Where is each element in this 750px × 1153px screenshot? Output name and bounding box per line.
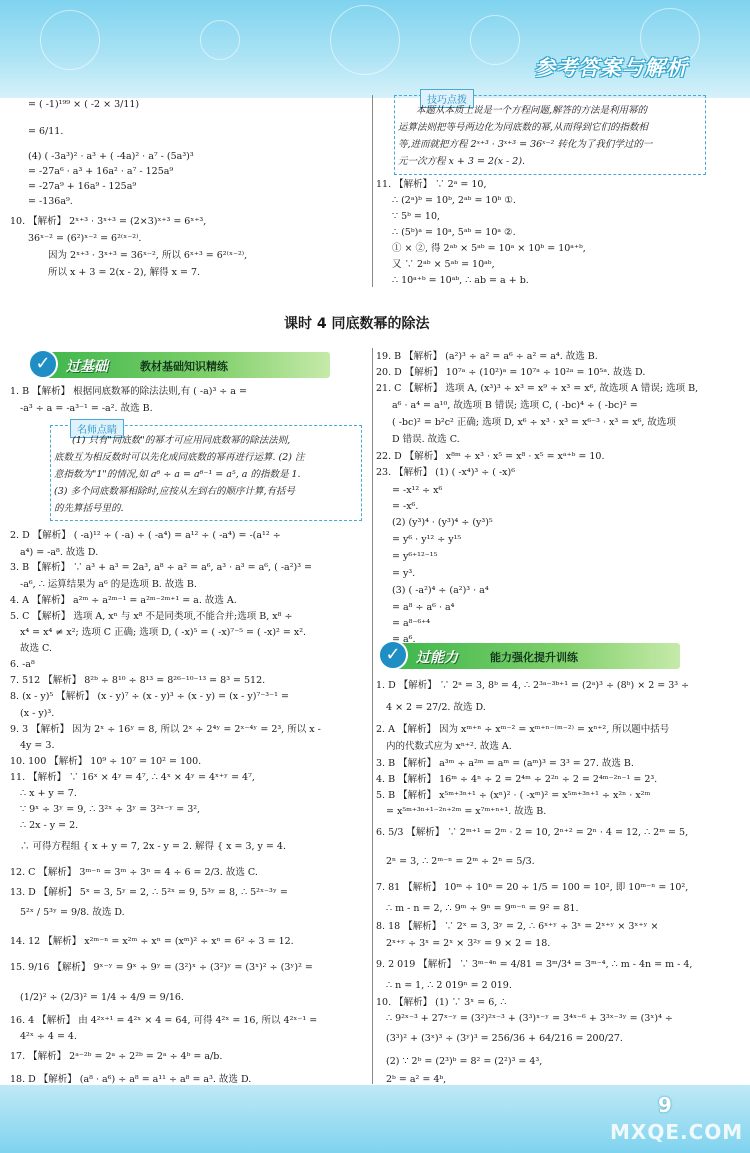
answer-line: 8. 18 【解析】 ∵ 2ˣ = 3, 3ʸ = 2, ∴ 6ˣ⁺ʸ ÷ 3ˣ = 2ˣ⁺ʸ × 3ˣ⁺ʸ × (376, 921, 659, 932)
answer-line: 10. 100 【解析】 10⁹ ÷ 10⁷ = 10² = 100. (10, 756, 202, 767)
column-divider (372, 348, 373, 1084)
check-icon: ✓ (378, 640, 408, 670)
answer-line: 13. D 【解析】 5ˣ = 3, 5ʸ = 2, ∴ 5²ˣ = 9, 5³ʸ = 8, ∴ 5²ˣ⁻³ʸ = (10, 887, 288, 898)
answer-line: 2ⁿ = 3, ∴ 2ᵐ⁻ⁿ = 2ᵐ ÷ 2ⁿ = 5/3. (386, 856, 535, 867)
answer-line: (3) ( -a²)⁴ ÷ (a²)³ · a⁴ (392, 585, 489, 596)
answer-line: 2ᵇ = a² = 4ᵇ, (386, 1074, 447, 1085)
answer-line: = x⁵ᵐ⁺³ⁿ⁺¹⁻²ⁿ⁺²ᵐ = x⁷ᵐ⁺ⁿ⁺¹. 故选 B. (386, 806, 547, 817)
answer-line: 21. C 【解析】 选项 A, (x³)³ ÷ x³ = x⁹ ÷ x³ = x⁶, 故选项 A 错误; 选项 B, (376, 383, 699, 394)
answer-line: ( -bc)² = b²c² 正确; 选项 D, x⁶ ÷ x³ · x³ = x⁶⁻³ · x³ = x⁶, 故选项 (392, 417, 676, 428)
answer-line: 1. D 【解析】 ∵ 2ᵃ = 3, 8ᵇ = 4, ∴ 2³ᵃ⁻³ᵇ⁺¹ = (2ᵃ)³ ÷ (8ᵇ) × 2 = 3³ ÷ (376, 680, 690, 691)
answer-line: 1. B 【解析】 根据同底数幂的除法法则,有 ( -a)³ ÷ a = (10, 386, 247, 397)
answer-line: 17. 【解析】 2ᵃ⁻²ᵇ = 2ᵃ ÷ 2²ᵇ = 2ᵃ ÷ 4ᵇ = a/b. (10, 1051, 223, 1062)
answer-line: 2. D 【解析】 ( -a)¹² ÷ ( -a) ÷ ( -a⁴) = a¹² ÷ ( -a⁴) = -(a¹² ÷ (10, 530, 281, 541)
answer-line: = a⁸⁻⁶⁺⁴ (392, 618, 431, 629)
tip-text-line: 底数互为相反数时可以先化成同底数的幂再进行运算. (2) 注 (54, 452, 305, 463)
answer-line: 8. (x - y)⁵ 【解析】 (x - y)⁷ ÷ (x - y)³ ÷ (x - y) = (x - y)⁷⁻³⁻¹ = (10, 691, 289, 702)
answer-line: = -x⁶. (392, 501, 419, 512)
answer-line: 11. 【解析】 ∵ 16ˣ × 4ʸ = 4⁷, ∴ 4ˣ × 4ʸ = 4ˣ⁺ʸ = 4⁷, (10, 772, 255, 783)
tip-text-line: (1) 只有"同底数"的幂才可应用同底数幂的除法法则, (72, 435, 291, 446)
answer-line: 18. D 【解析】 (a⁸ · a⁶) ÷ a⁸ = a¹¹ ÷ a⁸ = a³. 故选 D. (10, 1074, 252, 1085)
answer-line: 9. 2 019 【解析】 ∵ 3ᵐ⁻⁴ⁿ = 4/81 = 3ᵐ/3⁴ = 3ᵐ⁻⁴, ∴ m - 4n = m - 4, (376, 959, 693, 970)
answer-line: ∵ 9ˣ ÷ 3ʸ = 9, ∴ 3²ˣ ÷ 3ʸ = 3²ˣ⁻ʸ = 3², (20, 804, 201, 815)
page-number: 9 (658, 1093, 672, 1117)
section-banner-basic (30, 352, 330, 378)
tip-label: 名师点睛 (70, 419, 124, 438)
answer-line: ∴ (5ᵇ)ᵃ = 10ᵃ, 5ᵃᵇ = 10ᵃ ②. (392, 227, 516, 238)
answer-line: (4) ( -3a³)² · a³ + ( -4a)² · a⁷ - (5a³)³ (28, 151, 194, 162)
answer-line: ∴ 10ᵃ⁺ᵇ = 10ᵃᵇ, ∴ ab = a + b. (392, 275, 529, 286)
answer-line: ∴ 2x - y = 2. (20, 820, 79, 831)
decorative-doodle (330, 5, 400, 75)
answer-line: 所以 x + 3 = 2(x - 2), 解得 x = 7. (48, 267, 201, 278)
banner-subtitle: 教材基础知识精练 (140, 360, 228, 373)
banner-subtitle: 能力强化提升训练 (490, 651, 578, 664)
tip-text-line: 等,进而就把方程 2ˣ⁺³ · 3ˣ⁺³ = 36ˣ⁻² 转化为了我们学过的一 (398, 139, 653, 150)
answer-line: 内的代数式应为 xⁿ⁺². 故选 A. (386, 741, 512, 752)
answer-line: 因为 2ˣ⁺³ · 3ˣ⁺³ = 36ˣ⁻², 所以 6ˣ⁺³ = 6²⁽ˣ⁻²⁾, (48, 250, 248, 261)
answer-line: 5. C 【解析】 选项 A, xⁿ 与 x⁸ 不是同类项,不能合并;选项 B, x⁸ ÷ (10, 611, 293, 622)
page-header-band (0, 0, 750, 98)
answer-line: (x - y)³. (20, 708, 55, 719)
answer-line: 5²ˣ / 5³ʸ = 9/8. 故选 D. (20, 907, 125, 918)
answer-line: 4. A 【解析】 a²ᵐ ÷ a²ᵐ⁻¹ = a²ᵐ⁻²ᵐ⁺¹ = a. 故选 A. (10, 595, 237, 606)
answer-line: ① × ②, 得 2ᵃᵇ × 5ᵃᵇ = 10ᵃ × 10ᵇ = 10ᵃ⁺ᵇ, (392, 243, 586, 254)
answer-line: -a³ ÷ a = -a³⁻¹ = -a². 故选 B. (20, 403, 153, 414)
answer-line: 36ˣ⁻² = (6²)ˣ⁻² = 6²⁽ˣ⁻²⁾. (28, 233, 142, 244)
answer-line: 23. 【解析】 (1) ( -x⁴)³ ÷ ( -x)⁶ (376, 467, 516, 478)
answer-line: 7. 81 【解析】 10ᵐ ÷ 10ⁿ = 20 ÷ 1/5 = 100 = 10², 即 10ᵐ⁻ⁿ = 10², (376, 882, 689, 893)
answer-line: = y⁶ · y¹² ÷ y¹⁵ (392, 534, 462, 545)
answer-line: (3³)² + (3ˣ)³ ÷ (3ʸ)³ = 256/36 + 64/216 = 200/27. (386, 1033, 623, 1044)
answer-line: 故选 C. (20, 643, 52, 654)
answer-line: (2) ∵ 2ᵇ = (2³)ᵇ = 8² = (2²)³ = 4³, (386, 1056, 543, 1067)
answer-line: (2) (y³)⁴ · (y³)⁴ ÷ (y³)⁵ (392, 517, 493, 528)
answer-line: = ( -1)¹⁹⁹ × ( -2 × 3/11) (28, 99, 140, 110)
answer-line: (1/2)² ÷ (2/3)² = 1/4 ÷ 4/9 = 9/16. (20, 992, 184, 1003)
answer-line: ∴ (2ᵃ)ᵇ = 10ᵇ, 2ᵃᵇ = 10ᵇ ①. (392, 195, 516, 206)
column-divider (372, 95, 373, 287)
watermark: MXQE.COM (610, 1120, 744, 1144)
answer-line: ∴ 可得方程组 { x + y = 7, 2x - y = 2. 解得 { x = 3, y = 4. (20, 841, 286, 852)
answer-line: = a⁶. (392, 634, 416, 645)
answer-line: a⁴) = -a⁸. 故选 D. (20, 547, 99, 558)
answer-line: a⁶ · a⁴ = a¹⁰, 故选项 B 错误; 选项 C, ( -bc)⁴ ÷ ( -bc)² = (392, 400, 638, 411)
answer-line: 10. 【解析】 (1) ∵ 3ˣ = 6, ∴ (376, 997, 507, 1008)
answer-line: 5. B 【解析】 x⁵ᵐ⁺³ⁿ⁺¹ ÷ (xⁿ)² · ( -xᵐ)² = x⁵ᵐ⁺³ⁿ⁺¹ ÷ x²ⁿ · x²ᵐ (376, 790, 651, 801)
answer-line: 19. B 【解析】 (a²)³ ÷ a² = a⁶ ÷ a² = a⁴. 故选 B. (376, 351, 598, 362)
answer-line: ∴ x + y = 7. (20, 788, 77, 799)
answer-line: 15. 9/16 【解析】 9ˣ⁻ʸ = 9ˣ ÷ 9ʸ = (3²)ˣ ÷ (3²)ʸ = (3ˣ)² ÷ (3ʸ)² = (10, 962, 313, 973)
answer-line: D 错误. 故选 C. (392, 434, 460, 445)
banner-title: 过能力 (416, 650, 458, 666)
decorative-doodle (40, 10, 100, 70)
answer-line: = y⁶⁺¹²⁻¹⁵ (392, 551, 438, 562)
answer-line: 9. 3 【解析】 因为 2ˣ ÷ 16ʸ = 8, 所以 2ˣ ÷ 2⁴ʸ = 2ˣ⁻⁴ʸ = 2³, 所以 x - (10, 724, 321, 735)
answer-line: x⁴ = x⁴ ≠ x²; 选项 C 正确; 选项 D, ( -x)⁵ = ( -x)⁷⁻⁵ = ( -x)² = x². (20, 627, 307, 638)
tip-text-line: 元一次方程 x + 3 = 2(x - 2). (398, 156, 526, 167)
answer-line: ∴ m - n = 2, ∴ 9ᵐ ÷ 9ⁿ = 9ᵐ⁻ⁿ = 9² = 81. (386, 903, 579, 914)
answer-line: 11. 【解析】 ∵ 2ᵃ = 10, (376, 179, 487, 190)
answer-line: ∴ n = 1, ∴ 2 019ⁿ = 2 019. (386, 980, 512, 991)
tip-text-line: 意指数为"1"的情况,如 a⁶ ÷ a = a⁶⁻¹ = a⁵, a 的指数是 1. (54, 469, 301, 480)
section-title: 课时 4 同底数幂的除法 (284, 316, 430, 332)
answer-line: = -x¹² ÷ x⁶ (392, 485, 443, 496)
answer-line: = a⁸ ÷ a⁶ · a⁴ (392, 602, 455, 613)
answer-line: 12. C 【解析】 3ᵐ⁻ⁿ = 3ᵐ ÷ 3ⁿ = 4 ÷ 6 = 2/3. 故选 C. (10, 867, 258, 878)
answer-line: 2. A 【解析】 因为 xᵐ⁺ⁿ ÷ xᵐ⁻² = xᵐ⁺ⁿ⁻⁽ᵐ⁻²⁾ = xⁿ⁺², 所以题中括号 (376, 724, 670, 735)
answer-line: 7. 512 【解析】 8²ᵇ ÷ 8¹⁰ ÷ 8¹³ = 8²⁶⁻¹⁰⁻¹³ = 8³ = 512. (10, 675, 266, 686)
check-icon: ✓ (28, 349, 58, 379)
answer-line: 2ˣ⁺ʸ ÷ 3ˣ = 2ˣ × 3²ʸ = 9 × 2 = 18. (386, 938, 551, 949)
tip-text-line: 本题从本质上说是一个方程问题,解答的方法是利用幂的 (416, 105, 648, 116)
banner-title: 过基础 (66, 359, 108, 375)
answer-line: 4y = 3. (20, 740, 55, 751)
answer-line: 4 × 2 = 27/2. 故选 D. (386, 702, 486, 713)
answer-line: 10. 【解析】 2ˣ⁺³ · 3ˣ⁺³ = (2×3)ˣ⁺³ = 6ˣ⁺³, (10, 216, 207, 227)
answer-line: 又 ∵ 2ᵃᵇ × 5ᵃᵇ = 10ᵃᵇ, (392, 259, 495, 270)
answer-line: = -136a⁹. (28, 196, 73, 207)
tip-text-line: 运算法则把等号两边化为同底数的幂,从而得到它们的指数相 (398, 122, 649, 133)
tip-label: 技巧点拨 (420, 89, 474, 108)
answer-line: 22. D 【解析】 x⁸ᵐ ÷ x³ · x⁵ = x⁸ · x⁵ = xᵃ⁺ᵇ = 10. (376, 451, 605, 462)
answer-line: = -27a⁹ + 16a⁹ - 125a⁹ (28, 181, 137, 192)
answer-line: 6. 5/3 【解析】 ∵ 2ᵐ⁺¹ = 2ᵐ · 2 = 10, 2ⁿ⁺² = 2ⁿ · 4 = 12, ∴ 2ᵐ = 5, (376, 827, 689, 838)
answer-line: 4²ˣ ÷ 4 = 4. (20, 1031, 77, 1042)
answer-line: 14. 12 【解析】 x²ᵐ⁻ⁿ = x²ᵐ ÷ xⁿ = (xᵐ)² ÷ xⁿ = 6² ÷ 3 = 12. (10, 936, 294, 947)
answer-line: 16. 4 【解析】 由 4²ˣ⁺¹ = 4²ˣ × 4 = 64, 可得 4²ˣ = 16, 所以 4²ˣ⁻¹ = (10, 1015, 318, 1026)
answer-line: = y³. (392, 568, 416, 579)
answer-line: ∴ 9²ˣ⁻³ + 27ˣ⁻ʸ = (3²)²ˣ⁻³ + (3³)ˣ⁻ʸ = 3⁴ˣ⁻⁶ + 3³ˣ⁻³ʸ = (3ˣ)⁴ ÷ (386, 1013, 673, 1024)
answer-line: -a⁶, ∴ 运算结果为 a⁶ 的是选项 B. 故选 B. (20, 579, 197, 590)
tip-text-line: (3) 多个同底数幂相除时,应按从左到右的顺序计算,有括号 (54, 486, 296, 497)
section-banner-ability (380, 643, 680, 669)
answer-line: 6. -a⁸ (10, 659, 35, 670)
answer-line: = -27a⁶ · a³ + 16a² · a⁷ - 125a⁹ (28, 166, 174, 177)
answer-line: 20. D 【解析】 10⁷ᵃ ÷ (10²)ᵃ = 10⁷ᵃ ÷ 10²ᵃ = 10⁵ᵃ. 故选 D. (376, 367, 646, 378)
header-title: 参考答案与解析 (534, 56, 688, 80)
answer-line: ∵ 5ᵇ = 10, (392, 211, 441, 222)
answer-line: = 6/11. (28, 126, 64, 137)
tip-text-line: 的先算括号里的. (54, 503, 124, 514)
decorative-doodle (470, 15, 520, 65)
answer-line: 4. B 【解析】 16ᵐ ÷ 4ⁿ ÷ 2 = 2⁴ᵐ ÷ 2²ⁿ ÷ 2 = 2⁴ᵐ⁻²ⁿ⁻¹ = 2³. (376, 774, 658, 785)
answer-line: 3. B 【解析】 a³ᵐ ÷ a²ᵐ = aᵐ = (aᵐ)³ = 3³ = 27. 故选 B. (376, 758, 634, 769)
answer-line: 3. B 【解析】 ∵ a³ + a³ = 2a³, a⁸ ÷ a² = a⁶, a³ · a³ = a⁶, ( -a²)³ = (10, 562, 312, 573)
decorative-doodle (200, 20, 240, 60)
